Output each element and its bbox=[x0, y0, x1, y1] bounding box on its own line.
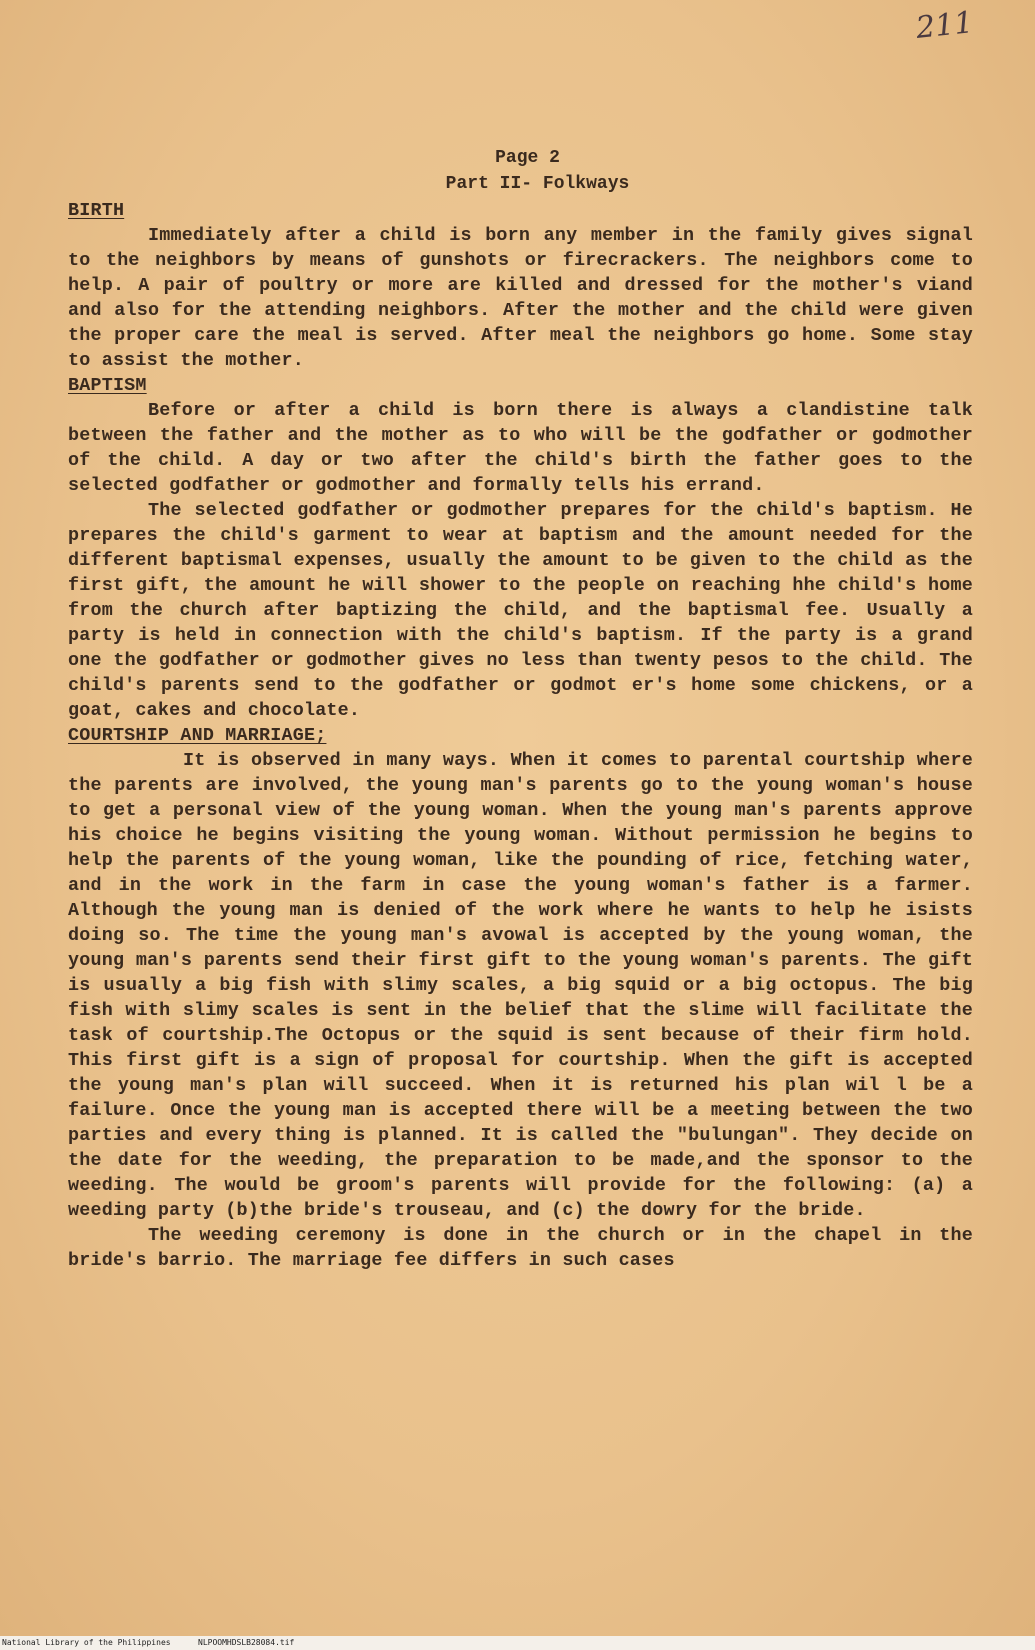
footer-library: National Library of the Philippines bbox=[2, 1638, 171, 1647]
page-label: Page 2 bbox=[495, 148, 560, 168]
document-body bbox=[68, 198, 973, 1273]
scan-footer bbox=[0, 1636, 1035, 1650]
baptism-paragraph-1: Before or after a child is born there is always a clandistine talk between the father and the mother as to who will be the godfather or godmother of the child. A day or two after the child's birth the father goes to the selected godfather or godmother and formally tells his errand. bbox=[68, 400, 973, 496]
courtship-paragraph-1: It is observed in many ways. When it comes to parental courtship where the parents are involved, the young man's parents go to the young woman's house to get a personal view of the young woman. When the young man's parents approve his choice he begins visiting the young woman. Without permission he begins to help the parents of the young woman, like the pounding of rice, fetching water, and in the work in the farm in case the young woman's father is a farmer. Although the young man is denied of the work where he wants to help he isists doing so. The time the young man's avowal is accepted by the young woman, the young man's parents send their first gift to the young woman's parents. The gift is usually a big fish with slimy scales, a big squid or a big octopus. The big fish with slimy scales is sent in the belief that the slime will facilitate the task of courtship.The Octopus or the squid is sent because of their firm hold. This first gift is a sign of proposal for courtship. When the gift is accepted the young man's plan will succeed. When it is returned his plan wil l be a failure. Once the young man is accepted there will be a meeting between the two parties and every thing is planned. It is called the "bulungan". They decide on the date for the weeding, the preparation to be made,and the sponsor to the weeding. The would be groom's parents will provide for the following: (a) a weeding party (b)the bride's trouseau, and (c) the dowry for the bride. bbox=[68, 750, 973, 1221]
baptism-heading: BAPTISM bbox=[68, 375, 147, 396]
courtship-paragraph-2: The weeding ceremony is done in the church or in the chapel in the bride's barrio. The marriage fee differs in such cases bbox=[68, 1225, 973, 1271]
part-title: Part II- Folkways bbox=[445, 174, 630, 194]
courtship-heading: COURTSHIP AND MARRIAGE; bbox=[68, 725, 327, 746]
handwritten-page-mark: 211 bbox=[914, 5, 975, 46]
birth-heading: BIRTH bbox=[68, 200, 125, 221]
birth-paragraph: Immediately after a child is born any member in the family gives signal to the neighbors by means of gunshots or firecrackers. The neighbors come to help. A pair of poultry or more are killed and dressed for the mother's viand and also for the attending neighbors. After the mother and the child were given the proper care the meal is served. After meal the neighbors go home. Some stay to assist the mother. bbox=[68, 225, 973, 371]
baptism-paragraph-2: The selected godfather or godmother prepares for the child's baptism. He prepares the child's garment to wear at baptism and the amount needed for the different baptismal expenses, usually the amount to be given to the child as the first gift, the amount he will shower to the people on reaching hhe child's home from the church after baptizing the child, and the baptismal fee. Usually a party is held in connection with the child's baptism. If the party is a grand one the godfather or godmother gives no less than twenty pesos to the child. The child's parents send to the godfather or godmot er's home some chickens, or a goat, cakes and chocolate. bbox=[68, 500, 973, 721]
footer-file: NLPOOMHDSLB28084.tif bbox=[198, 1638, 295, 1647]
